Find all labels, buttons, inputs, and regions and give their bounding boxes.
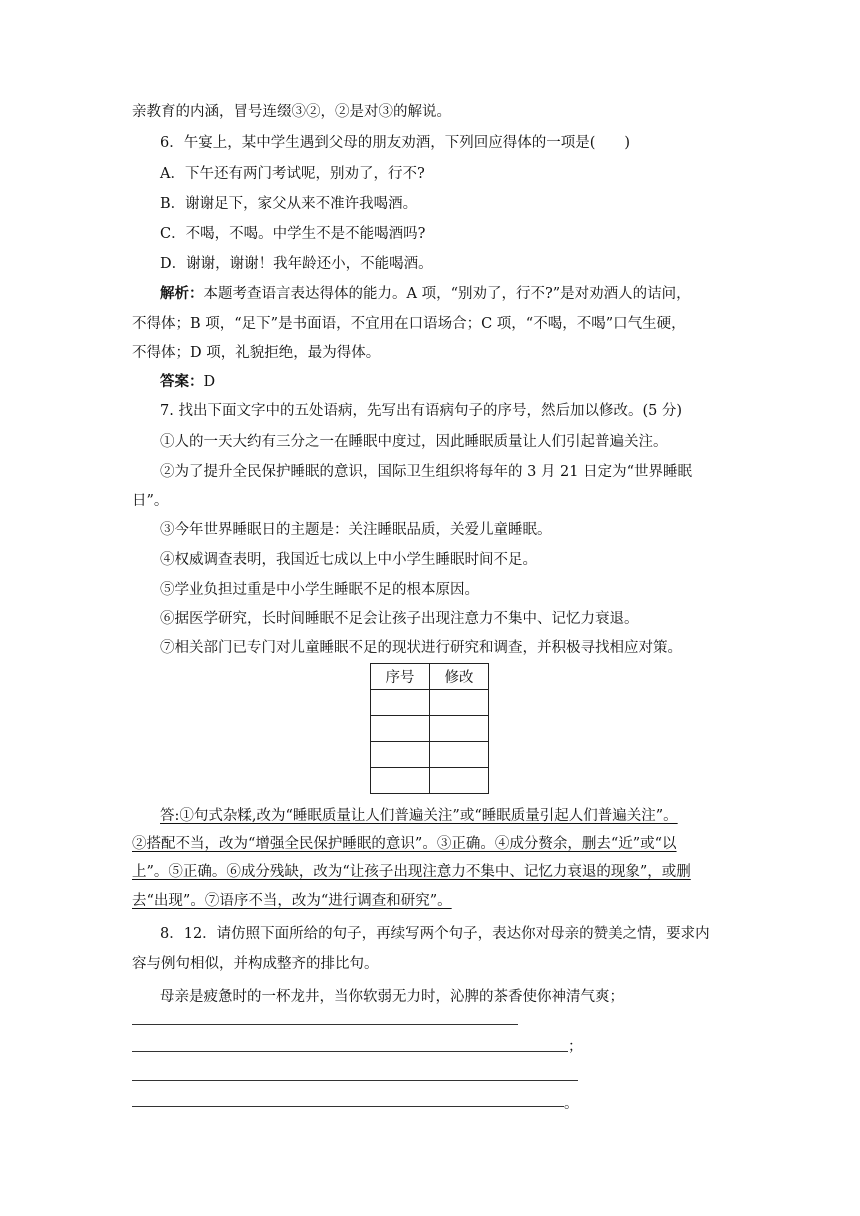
sentence-2-cont: 日”。: [132, 493, 169, 509]
sentence-4: ④权威调查表明，我国近七成以上中小学生睡眠时间不足。: [160, 552, 537, 568]
table-header-cell: 序号: [371, 664, 430, 690]
table-cell: [430, 768, 489, 794]
table-header-row: [371, 664, 489, 690]
option-a: A．下午还有两门考试呢，别劝了，行不?: [160, 166, 425, 182]
question-8: 8．12．请仿照下面所给的句子，再续写两个句子，表达你对母亲的赞美之情，要求内: [160, 926, 710, 942]
sentence-5: ⑤学业负担过重是中小学生睡眠不足的根本原因。: [160, 582, 479, 598]
fill-blank-line[interactable]: [132, 1024, 518, 1025]
fill-blank-line[interactable]: [132, 1106, 564, 1107]
table-cell: [430, 690, 489, 716]
table-cell: [371, 690, 430, 716]
text-line: 亲教育的内涵，冒号连缀③②，②是对③的解说。: [132, 104, 451, 120]
option-b: B．谢谢足下，家父从来不准许我喝酒。: [160, 196, 418, 212]
table-cell: [430, 716, 489, 742]
answer-7-line-4: 去“出现”。⑦语序不当，改为“进行调查和研究”。: [132, 893, 452, 909]
sentence-3: ③今年世界睡眠日的主题是：关注睡眠品质，关爱儿童睡眠。: [160, 522, 552, 538]
fill-blank-line[interactable]: [132, 1080, 578, 1081]
answer-7-line-3: 上”。⑤正确。⑥成分残缺，改为“让孩子出现注意力不集中、记忆力衰退的现象”，或删: [132, 864, 691, 880]
answer-value: D: [203, 374, 216, 390]
analysis-text: 本题考查语言表达得体的能力。A 项，“别劝了，行不?”是对劝酒人的诘问，: [203, 286, 691, 302]
analysis-label: 解析：: [160, 285, 204, 302]
table-row: [371, 716, 489, 742]
answer-table: [370, 663, 489, 794]
table-cell: [371, 768, 430, 794]
table-row: [371, 690, 489, 716]
table-header-cell: 修改: [430, 664, 489, 690]
table-row: [371, 742, 489, 768]
answer-line: [160, 372, 732, 392]
semicolon-mark: ；: [568, 1039, 583, 1055]
example-sentence: 母亲是疲惫时的一杯龙井，当你软弱无力时，沁脾的茶香使你神清气爽；: [160, 989, 624, 1005]
table-cell: [371, 742, 430, 768]
analysis-line-2: 不得体；B 项，“足下”是书面语，不宜用在口语场合；C 项，“不喝，不喝”口气生硬，: [132, 316, 686, 332]
sentence-2: ②为了提升全民保护睡眠的意识，国际卫生组织将每年的 3 月 21 日定为“世界睡眠: [160, 464, 693, 480]
table-cell: [371, 716, 430, 742]
sentence-1: ①人的一天大约有三分之一在睡眠中度过，因此睡眠质量让人们引起普遍关注。: [160, 434, 668, 450]
table-row: [371, 768, 489, 794]
period-mark: 。: [564, 1096, 579, 1112]
answer-label: 答案：: [160, 373, 204, 390]
answer-7-line-1: 答:①句式杂糅,改为“睡眠质量让人们普遍关注”或“睡眠质量引起人们普遍关注”。: [160, 808, 678, 824]
option-d: D．谢谢，谢谢！我年龄还小，不能喝酒。: [160, 256, 433, 272]
sentence-7: ⑦相关部门已专门对儿童睡眠不足的现状进行研究和调查，并积极寻找相应对策。: [160, 640, 682, 656]
analysis-line-3: 不得体；D 项，礼貌拒绝，最为得体。: [132, 345, 381, 361]
fill-blank-line[interactable]: [132, 1051, 568, 1052]
question-8-cont: 容与例句相似，并构成整齐的排比句。: [132, 956, 379, 972]
option-c: C．不喝，不喝。中学生不是不能喝酒吗?: [160, 226, 426, 242]
question-7: 7. 找出下面文字中的五处语病，先写出有语病句子的序号，然后加以修改。(5 分): [160, 403, 683, 419]
answer-7-line-2: ②搭配不当，改为“增强全民保护睡眠的意识”。③正确。④成分赘余，删去“近”或“以: [132, 836, 677, 852]
sentence-6: ⑥据医学研究，长时间睡眠不足会让孩子出现注意力不集中、记忆力衰退。: [160, 611, 639, 627]
analysis-line: [160, 284, 732, 304]
table-cell: [430, 742, 489, 768]
question-6: 6．午宴上，某中学生遇到父母的朋友劝酒，下列回应得体的一项是( ): [160, 135, 631, 151]
